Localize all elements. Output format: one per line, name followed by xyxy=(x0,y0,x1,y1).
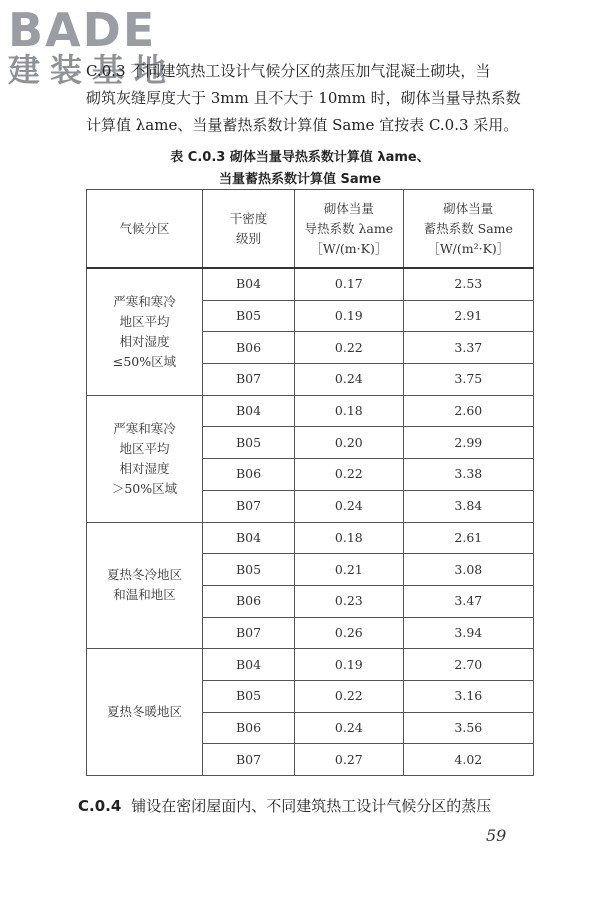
storage-cell: 3.37 xyxy=(403,332,533,364)
table-caption-line-2: 当量蓄热系数计算值 Same xyxy=(218,172,382,187)
region-line: 夏热冬冷地区 xyxy=(106,567,182,583)
region-line: 和温和地区 xyxy=(113,587,176,603)
intro-paragraph xyxy=(86,58,534,139)
table-header-row xyxy=(87,190,534,269)
table-row xyxy=(87,395,534,427)
grade-cell: B05 xyxy=(202,680,294,712)
header-conductivity xyxy=(295,190,404,269)
data-table xyxy=(86,189,534,776)
conductivity-cell: 0.27 xyxy=(295,744,404,776)
grade-cell: B05 xyxy=(202,300,294,332)
table-caption-line-1: 表 C.0.3 砌体当量导热系数计算值 λame、 xyxy=(170,150,430,165)
region-cell xyxy=(87,649,203,776)
conductivity-cell: 0.20 xyxy=(295,427,404,459)
grade-cell: B04 xyxy=(202,395,294,427)
page-number: 59 xyxy=(486,826,507,845)
storage-cell: 3.94 xyxy=(403,617,533,649)
header-stor-line-3: ［W/(m²·K)］ xyxy=(427,240,510,256)
conductivity-cell: 0.23 xyxy=(295,585,404,617)
grade-cell: B04 xyxy=(202,649,294,681)
region-line: 地区平均 xyxy=(119,313,170,329)
header-region-label: 气候分区 xyxy=(119,220,170,236)
region-line: ≤50%区域 xyxy=(112,353,177,369)
grade-cell: B06 xyxy=(202,332,294,364)
region-line: 严寒和寒冷 xyxy=(113,420,176,436)
header-storage xyxy=(403,190,533,269)
storage-cell: 2.70 xyxy=(403,649,533,681)
footer-paragraph xyxy=(78,793,538,819)
conductivity-cell: 0.22 xyxy=(295,332,404,364)
intro-line-2: 砌筑灰缝厚度大于 3mm 且不大于 10mm 时，砌体当量导热系数 xyxy=(86,89,521,107)
clause-number: C.0.4 xyxy=(78,797,122,815)
region-line: 相对湿度 xyxy=(119,460,170,476)
region-line: 夏热冬暖地区 xyxy=(106,704,182,720)
conductivity-cell: 0.24 xyxy=(295,490,404,522)
conductivity-cell: 0.18 xyxy=(295,522,404,554)
grade-cell: B07 xyxy=(202,617,294,649)
storage-cell: 3.84 xyxy=(403,490,533,522)
header-region xyxy=(87,190,203,269)
conductivity-cell: 0.24 xyxy=(295,364,404,396)
conductivity-cell: 0.21 xyxy=(295,554,404,586)
storage-cell: 3.47 xyxy=(403,585,533,617)
table-row xyxy=(87,649,534,681)
storage-cell: 2.99 xyxy=(403,427,533,459)
conductivity-cell: 0.19 xyxy=(295,649,404,681)
conductivity-cell: 0.22 xyxy=(295,680,404,712)
storage-cell: 3.16 xyxy=(403,680,533,712)
region-cell xyxy=(87,522,203,649)
grade-cell: B07 xyxy=(202,744,294,776)
storage-cell: 3.08 xyxy=(403,554,533,586)
grade-cell: B07 xyxy=(202,364,294,396)
region-cell xyxy=(87,395,203,522)
header-cond-line-2: 导热系数 λame xyxy=(304,220,394,236)
table-row xyxy=(87,522,534,554)
intro-line-1: C.0.3 不同建筑热工设计气候分区的蒸压加气混凝土砌块，当 xyxy=(86,62,491,80)
header-grade-line-1: 干密度 xyxy=(229,210,268,226)
header-cond-line-3: ［W/(m·K)］ xyxy=(310,240,388,256)
grade-cell: B06 xyxy=(202,459,294,491)
header-grade xyxy=(202,190,294,269)
intro-line-3: 计算值 λame、当量蓄热系数计算值 Same 宜按表 C.0.3 采用。 xyxy=(86,116,519,134)
header-stor-line-1: 砌体当量 xyxy=(443,200,494,216)
region-line: ＞50%区域 xyxy=(111,480,178,496)
conductivity-cell: 0.18 xyxy=(295,395,404,427)
header-cond-line-1: 砌体当量 xyxy=(323,200,374,216)
region-cell xyxy=(87,268,203,395)
storage-cell: 3.38 xyxy=(403,459,533,491)
grade-cell: B05 xyxy=(202,427,294,459)
conductivity-cell: 0.26 xyxy=(295,617,404,649)
grade-cell: B07 xyxy=(202,490,294,522)
region-line: 相对湿度 xyxy=(119,333,170,349)
grade-cell: B06 xyxy=(202,585,294,617)
conductivity-cell: 0.17 xyxy=(295,268,404,300)
storage-cell: 2.61 xyxy=(403,522,533,554)
header-stor-line-2: 蓄热系数 Same xyxy=(423,220,513,236)
region-line: 严寒和寒冷 xyxy=(113,293,176,309)
conductivity-cell: 0.22 xyxy=(295,459,404,491)
storage-cell: 4.02 xyxy=(403,744,533,776)
grade-cell: B04 xyxy=(202,268,294,300)
region-line: 地区平均 xyxy=(119,440,170,456)
storage-cell: 2.91 xyxy=(403,300,533,332)
storage-cell: 2.60 xyxy=(403,395,533,427)
watermark-latin: BADE xyxy=(8,3,157,57)
grade-cell: B04 xyxy=(202,522,294,554)
table-row xyxy=(87,268,534,300)
grade-cell: B05 xyxy=(202,554,294,586)
conductivity-cell: 0.24 xyxy=(295,712,404,744)
storage-cell: 3.75 xyxy=(403,364,533,396)
storage-cell: 2.53 xyxy=(403,268,533,300)
clause-text: 铺设在密闭屋面内、不同建筑热工设计气候分区的蒸压 xyxy=(131,797,492,815)
conductivity-cell: 0.19 xyxy=(295,300,404,332)
storage-cell: 3.56 xyxy=(403,712,533,744)
header-grade-line-2: 级别 xyxy=(235,230,261,246)
grade-cell: B06 xyxy=(202,712,294,744)
watermark-chinese: 建装基地 xyxy=(8,51,177,89)
